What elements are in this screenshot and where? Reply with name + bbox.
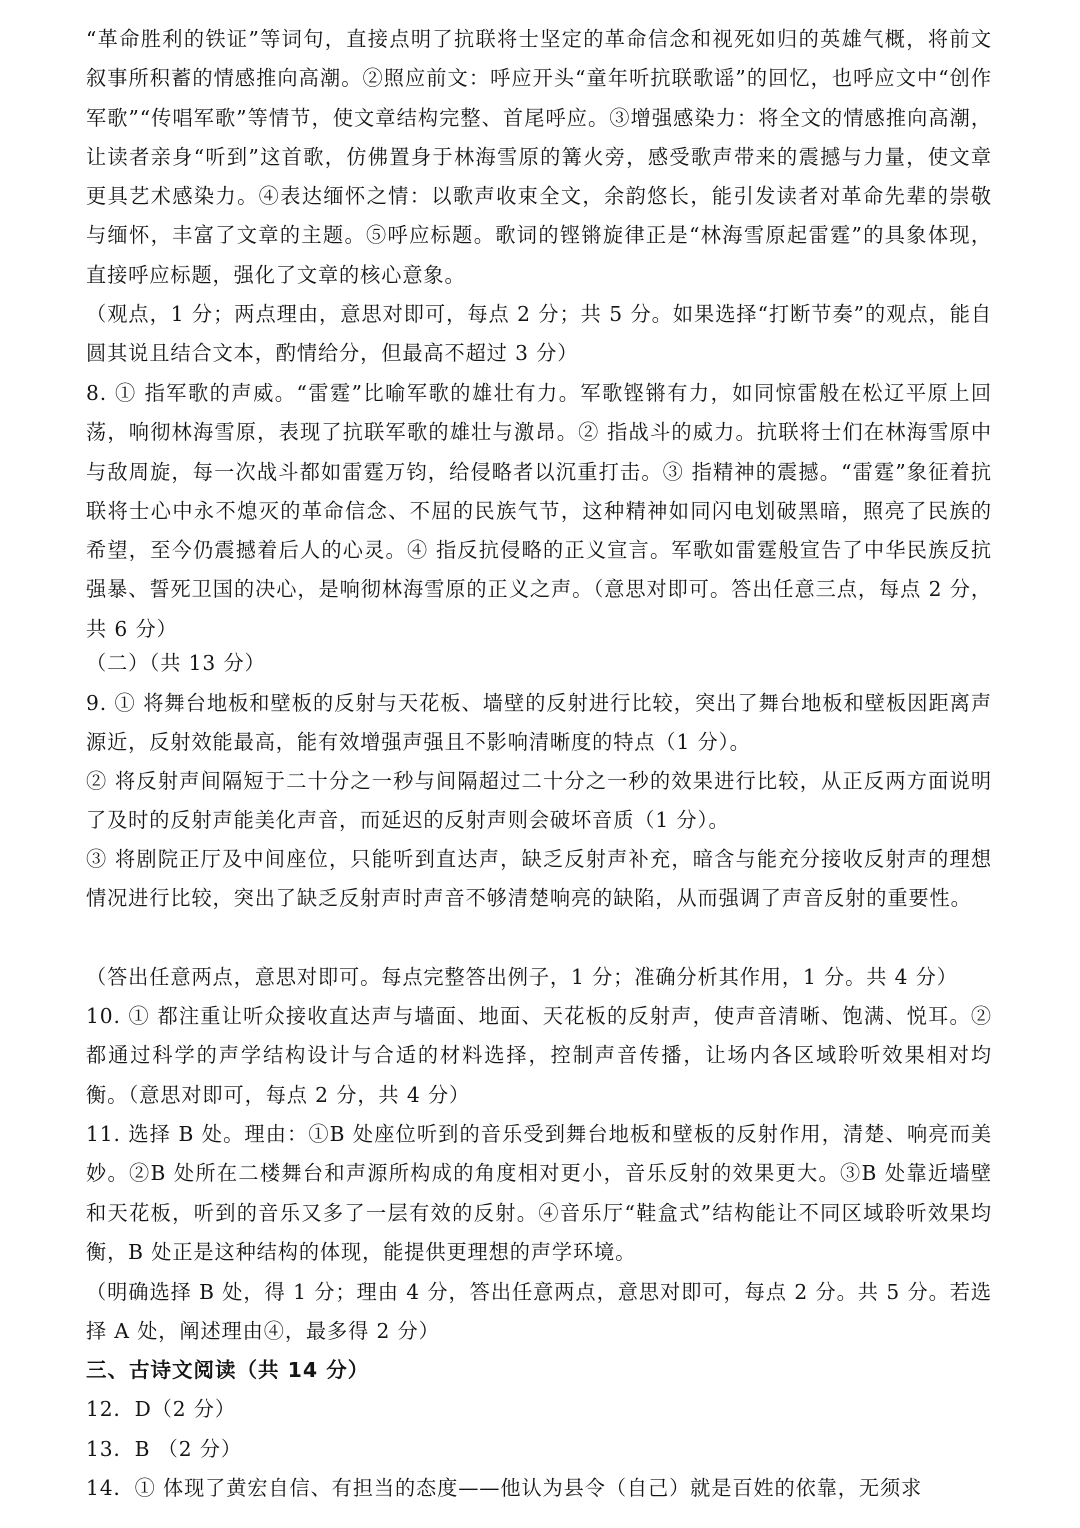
answer-7-continuation: “革命胜利的铁证”等词句，直接点明了抗联将士坚定的革命信念和视死如归的英雄气概，将前文叙事所积蓄的情感推向高潮。②照应前文：呼应开头“童年听抗联歌谣”的回忆，也呼应文中“创作军歌”“传唱军歌”等情节，使文章结构完整、首尾呼应。③增强感染力：将全文的情感推向高潮，让读者亲身“听到”这首歌，仿佛置身于林海雪原的篝火旁，感受歌声带来的震撼与力量，使文章更具艺术感染力。④表达缅怀之情：以歌声收束全文，余韵悠长，能引发读者对革命先辈的崇敬与缅怀，丰富了文章的主题。⑤呼应标题。歌词的铿锵旋律正是“林海雪原起雷霆”的具象体现，直接呼应标题，强化了文章的核心意象。	[86, 27, 992, 287]
answer-11-scoring-note: （明确选择 B 处，得 1 分；理由 4 分，答出任意两点，意思对即可，每点 2 分。共 5 分。若选择 A 处，阐述理由④，最多得 2 分）	[86, 1280, 992, 1344]
section-3-heading: 三、古诗文阅读（共 14 分）	[86, 1358, 370, 1382]
answer-11: 11. 选择 B 处。理由：①B 处座位听到的音乐受到舞台地板和壁板的反射作用，清楚、响亮而美妙。②B 处所在二楼舞台和声源所构成的角度相对更小，音乐反射的效果更大。③B 处靠近墙壁和天花板，听到的音乐又多了一层有效的反射。④音乐厅“鞋盒式”结构能让不同区域聆听效果均衡，B 处正是这种结构的体现，能提供更理想的声学环境。	[86, 1122, 992, 1264]
answer-14: 14．① 体现了黄宏自信、有担当的态度——他认为县令（自己）就是百姓的依靠，无须求	[86, 1476, 923, 1500]
answer-8: 8. ① 指军歌的声威。“雷霆”比喻军歌的雄壮有力。军歌铿锵有力，如同惊雷般在松辽平原上回荡，响彻林海雪原，表现了抗联军歌的雄壮与激昂。② 指战斗的威力。抗联将士们在林海雪原中与敌周旋，每一次战斗都如雷霆万钧，给侵略者以沉重打击。③ 指精神的震撼。“雷霆”象征着抗联将士心中永不熄灭的革命信念、不屈的民族气节，这种精神如同闪电划破黑暗，照亮了民族的希望，至今仍震撼着后人的心灵。④ 指反抗侵略的正义宣言。军歌如雷霆般宣告了中华民族反抗强暴、誓死卫国的决心，是响彻林海雪原的正义之声。（意思对即可。答出任意三点，每点 2 分，共 6 分）	[86, 381, 992, 641]
answer-7-scoring-note: （观点，1 分；两点理由，意思对即可，每点 2 分；共 5 分。如果选择“打断节奏”的观点，能自圆其说且结合文本，酌情给分，但最高不超过 3 分）	[86, 302, 992, 366]
answer-9-scoring-note: （答出任意两点，意思对即可。每点完整答出例子，1 分；准确分析其作用，1 分。共 4 分）	[86, 965, 958, 989]
answer-9-point-3: ③ 将剧院正厅及中间座位，只能听到直达声，缺乏反射声补充，暗含与能充分接收反射声的理想情况进行比较，突出了缺乏反射声时声音不够清楚响亮的缺陷，从而强调了声音反射的重要性。	[86, 847, 992, 911]
answer-12: 12．D（2 分）	[86, 1397, 236, 1421]
answer-9-point-2: ② 将反射声间隔短于二十分之一秒与间隔超过二十分之一秒的效果进行比较，从正反两方面说明了及时的反射声能美化声音，而延迟的反射声则会破坏音质（1 分）。	[86, 769, 992, 833]
answer-13: 13．B （2 分）	[86, 1437, 242, 1461]
answer-10: 10. ① 都注重让听众接收直达声与墙面、地面、天花板的反射声，使声音清晰、饱满、悦耳。② 都通过科学的声学结构设计与合适的材料选择，控制声音传播，让场内各区域聆听效果相对均衡。（意思对即可，每点 2 分，共 4 分）	[86, 1004, 992, 1107]
section-2-heading: （二）（共 13 分）	[86, 651, 266, 675]
answer-9-point-1: 9. ① 将舞台地板和壁板的反射与天花板、墙壁的反射进行比较，突出了舞台地板和壁板因距离声源近，反射效能最高，能有效增强声强且不影响清晰度的特点（1 分）。	[86, 691, 992, 755]
